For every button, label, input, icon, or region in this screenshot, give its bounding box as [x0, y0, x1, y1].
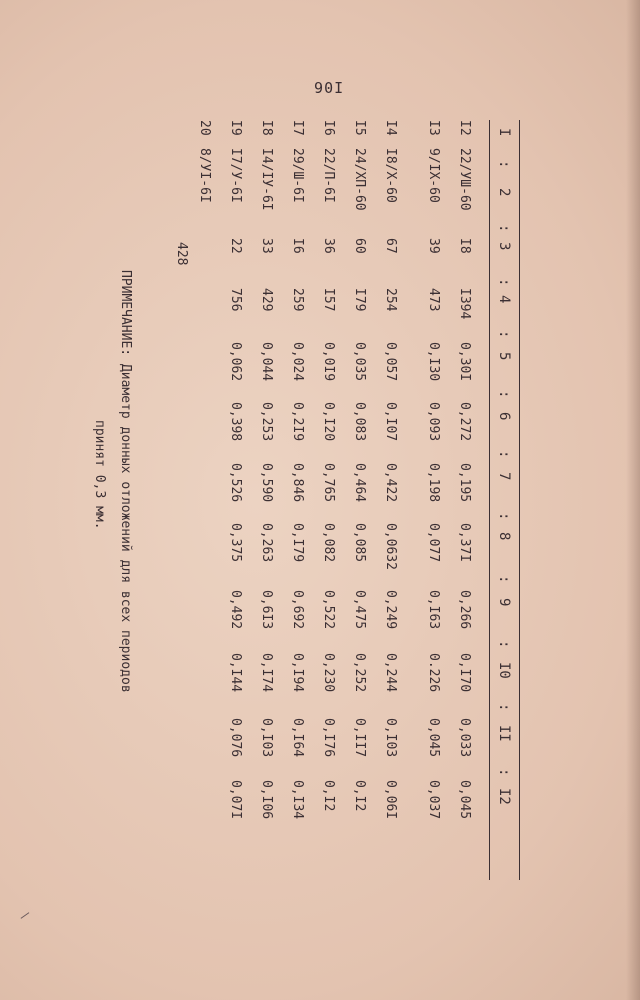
table-cell-c7: 0,765 [321, 463, 336, 503]
table-cell-c6: 0,253 [259, 402, 274, 442]
table-cell-c3: I8 [457, 238, 472, 254]
table-cell-c10: 0,I94 [290, 653, 305, 693]
table-cell-c6: 0,272 [457, 402, 472, 442]
table-cell-c7: 0,526 [228, 463, 243, 503]
column-header: I2 [496, 788, 512, 805]
table-cell-c4: 259 [290, 288, 305, 312]
table-cell-c5: 0,024 [290, 342, 305, 382]
table-cell-c7: 0,846 [290, 463, 305, 503]
table-cell-c9: 0,492 [228, 590, 243, 630]
header-separator: : [496, 450, 512, 459]
table-cell-c4: 254 [383, 288, 398, 312]
table-cell-c10: 0,244 [383, 653, 398, 693]
table-cell-c12: 0,037 [426, 780, 441, 820]
table-cell-c4: 429 [259, 288, 274, 312]
table-cell-c12: 0,07I [228, 780, 243, 820]
table-cell-c4: I57 [321, 288, 336, 312]
column-header: 6 [496, 412, 512, 421]
table-cell-c8: 0,0632 [383, 523, 398, 570]
table-cell-c10: 0,I44 [228, 653, 243, 693]
table-cell-c10: 0,I70 [457, 653, 472, 693]
table-cell-c3: 60 [352, 238, 367, 254]
table-cell-c6: 0,083 [352, 402, 367, 442]
table-cell-c8: 0,263 [259, 523, 274, 563]
table-cell-c7: 0,195 [457, 463, 472, 503]
table-cell-c5: 0,035 [352, 342, 367, 382]
table-cell-c6: 0,I20 [321, 402, 336, 442]
table-cell-c9: 0,6I3 [259, 590, 274, 630]
table-cell-c9: 0,522 [321, 590, 336, 630]
table-cell-c7: 0,464 [352, 463, 367, 503]
table-cell-c10: 0,252 [352, 653, 367, 693]
table-cell-no: I9 [228, 120, 243, 136]
table-cell-c11: 0,I03 [259, 718, 274, 758]
table-cell-date: 29/Ш-6I [290, 148, 305, 203]
column-header: 7 [496, 472, 512, 481]
table-cell-no: I6 [321, 120, 336, 136]
column-header: II [496, 725, 512, 742]
table-cell-c8: 0,I79 [290, 523, 305, 563]
column-header: 8 [496, 532, 512, 541]
table-cell-c3: I6 [290, 238, 305, 254]
table-cell-no: I7 [290, 120, 305, 136]
table-cell-no: I5 [352, 120, 367, 136]
table-cell-c3: 36 [321, 238, 336, 254]
table-cell-date: 22/УШ-60 [457, 148, 472, 211]
header-separator: : [496, 330, 512, 339]
table-cell-c12: 0,045 [457, 780, 472, 820]
table-cell-c10: 0.226 [426, 653, 441, 693]
table-cell-no: I8 [259, 120, 274, 136]
table-cell-c5: 0,057 [383, 342, 398, 382]
header-separator: : [496, 703, 512, 712]
table-cell-c8: 0,375 [228, 523, 243, 563]
table-cell-c5: 0,I30 [426, 342, 441, 382]
table-cell-c11: 0,045 [426, 718, 441, 758]
column-header: 9 [496, 598, 512, 607]
table-cell-c6: 0,2I9 [290, 402, 305, 442]
table-cell-c3: 33 [259, 238, 274, 254]
header-separator: : [496, 160, 512, 169]
table-cell-c12: 0,I2 [352, 780, 367, 812]
table-cell-c5: 0,30I [457, 342, 472, 382]
table-cell-c6: 0,093 [426, 402, 441, 442]
header-separator: : [496, 278, 512, 287]
table-cell-no: 20 [197, 120, 212, 136]
table-cell-c9: 0,I63 [426, 590, 441, 630]
table-cell-c11: 0,033 [457, 718, 472, 758]
table-cell-no: I4 [383, 120, 398, 136]
table-cell-c3: 39 [426, 238, 441, 254]
table-header-rule [489, 120, 490, 880]
table-cell-c5: 0,044 [259, 342, 274, 382]
column-header: 3 [496, 242, 512, 251]
table-cell-c12: 0,06I [383, 780, 398, 820]
header-separator: : [496, 390, 512, 399]
column-header: 5 [496, 352, 512, 361]
table-cell-date: I4/IУ-6I [259, 148, 274, 211]
table-cell-c11: 0,II7 [352, 718, 367, 758]
table-cell-c6: 0,I07 [383, 402, 398, 442]
table-cell-c7: 0,590 [259, 463, 274, 503]
table-cell-no: I2 [457, 120, 472, 136]
header-separator: : [496, 224, 512, 233]
table-cell-c4: I79 [352, 288, 367, 312]
table-cell-date: I7/У-6I [228, 148, 243, 203]
table-cell-c8: 0,082 [321, 523, 336, 563]
table-cell-c5: 0,062 [228, 342, 243, 382]
table-top-rule [519, 120, 520, 880]
table-cell-c3: 22 [228, 238, 243, 254]
table-cell-c12: 0,I06 [259, 780, 274, 820]
table-cell-c10: 0,I74 [259, 653, 274, 693]
table-cell-date: 9/IX-60 [426, 148, 441, 203]
table-cell-c11: 0,I03 [383, 718, 398, 758]
table-cell-c4: 756 [228, 288, 243, 312]
table-cell-c3: 67 [383, 238, 398, 254]
table-cell-c4: 473 [426, 288, 441, 312]
table-cell-c5: 0,0I9 [321, 342, 336, 382]
table-cell-c7: 0,422 [383, 463, 398, 503]
column-header: 2 [496, 188, 512, 197]
table-content [92, 120, 520, 900]
table-cell-c11: 0,076 [228, 718, 243, 758]
column-header: 4 [496, 295, 512, 304]
table-cell-date: 8/УI-6I [197, 148, 212, 203]
column-header: I [496, 128, 512, 137]
header-separator: : [496, 512, 512, 521]
header-separator: : [496, 575, 512, 584]
table-cell-c12: 0,I2 [321, 780, 336, 812]
table-cell-date: I8/X-60 [383, 148, 398, 203]
table-cell-c9: 0,249 [383, 590, 398, 630]
table-cell-date: 24/XП-60 [352, 148, 367, 211]
column-total: 428 [174, 242, 189, 266]
table-cell-c11: 0,I76 [321, 718, 336, 758]
table-cell-c8: 0,37I [457, 523, 472, 563]
header-separator: : [496, 640, 512, 649]
table-cell-c8: 0,077 [426, 523, 441, 563]
note-line-2: принят 0,3 мм. [92, 420, 107, 530]
rotated-table [92, 120, 520, 900]
table-cell-c6: 0,398 [228, 402, 243, 442]
note-line-1: ПРИМЕЧАНИЕ: Диаметр донных отложений для всех периодов [118, 270, 133, 693]
table-cell-date: 22/П-6I [321, 148, 336, 203]
column-header: I0 [496, 662, 512, 679]
page-edge-shadow [626, 0, 640, 1000]
table-cell-c10: 0,230 [321, 653, 336, 693]
table-cell-c12: 0,I34 [290, 780, 305, 820]
table-cell-c9: 0,475 [352, 590, 367, 630]
table-cell-c4: I394 [457, 288, 472, 320]
table-cell-c9: 0,266 [457, 590, 472, 630]
table-cell-c11: 0,I64 [290, 718, 305, 758]
table-cell-c8: 0,085 [352, 523, 367, 563]
table-cell-no: I3 [426, 120, 441, 136]
page-number: I06 [313, 78, 344, 96]
table-cell-c9: 0,692 [290, 590, 305, 630]
table-cell-c7: 0,198 [426, 463, 441, 503]
header-separator: : [496, 768, 512, 777]
